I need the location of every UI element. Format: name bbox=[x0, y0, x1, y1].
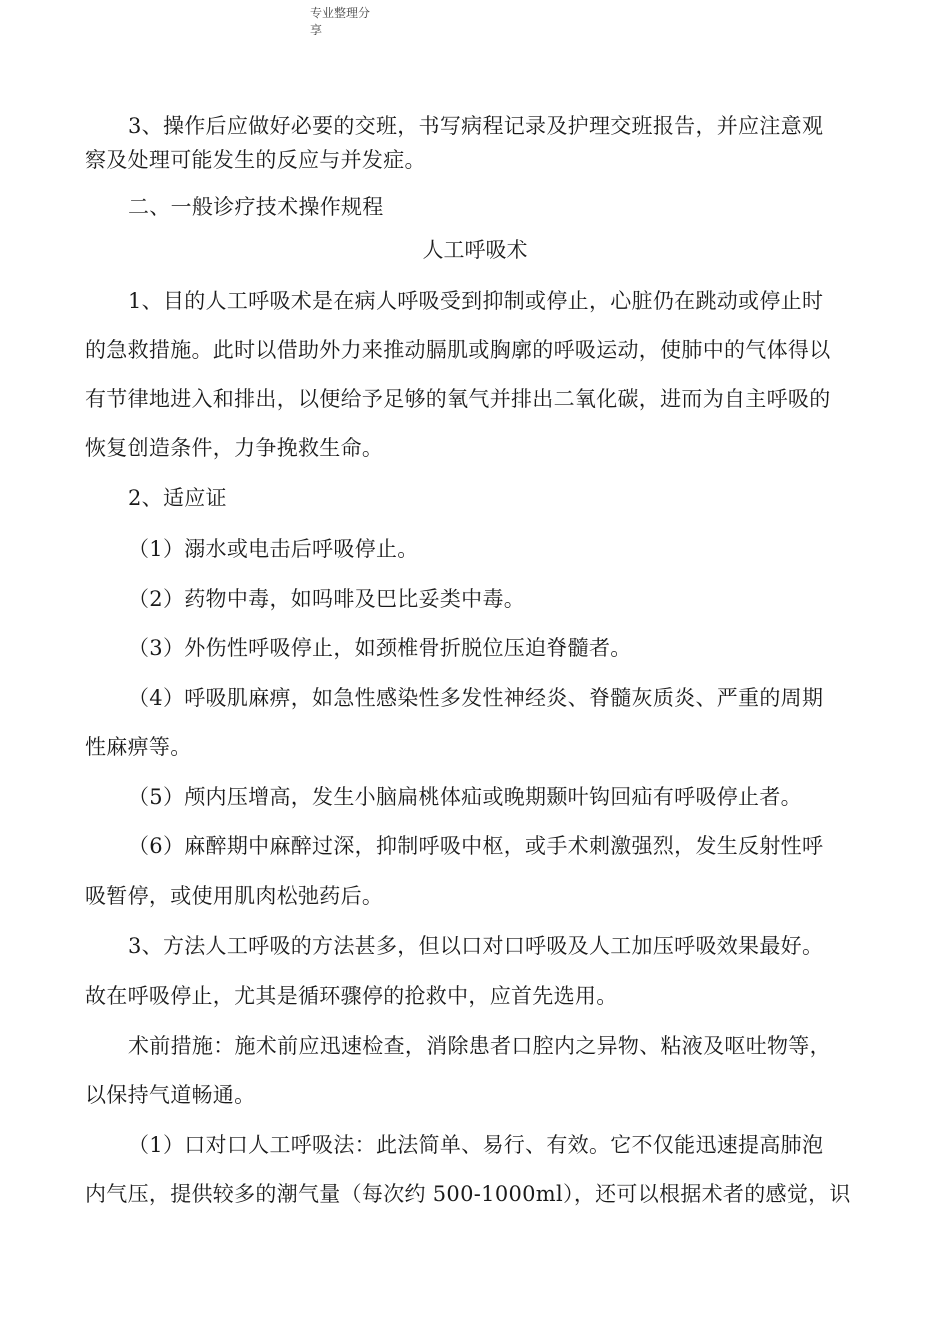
list-item: （2）药物中毒，如吗啡及巴比妥类中毒。 bbox=[128, 587, 526, 611]
paragraph-line: 吸暂停，或使用肌肉松弛药后。 bbox=[85, 884, 384, 908]
paragraph-line: 3、方法人工呼吸的方法甚多，但以口对口呼吸及人工加压呼吸效果最好。 bbox=[128, 934, 824, 958]
paragraph-line: 内气压，提供较多的潮气量（每次约 500-1000ml），还可以根据术者的感觉，识 bbox=[85, 1182, 851, 1206]
section-heading: 二、一般诊疗技术操作规程 bbox=[128, 195, 384, 219]
list-item: （1）溺水或电击后呼吸停止。 bbox=[128, 537, 419, 561]
paragraph-line: 有节律地进入和排出，以便给予足够的氧气并排出二氧化碳，进而为自主呼吸的 bbox=[85, 387, 831, 411]
paragraph-line: 3、操作后应做好必要的交班，书写病程记录及护理交班报告，并应注意观 bbox=[128, 114, 824, 138]
paragraph-line: 的急救措施。此时以借助外力来推动膈肌或胸廓的呼吸运动，使肺中的气体得以 bbox=[85, 338, 831, 362]
paragraph-line: 术前措施：施术前应迅速检查，消除患者口腔内之异物、粘液及呕吐物等， bbox=[128, 1034, 831, 1058]
paragraph-line: 1、目的人工呼吸术是在病人呼吸受到抑制或停止，心脏仍在跳动或停止时 bbox=[128, 289, 824, 313]
paragraph-line: 故在呼吸停止，尤其是循环骤停的抢救中，应首先选用。 bbox=[85, 984, 618, 1008]
list-item: （3）外伤性呼吸停止，如颈椎骨折脱位压迫脊髓者。 bbox=[128, 636, 632, 660]
paragraph-line: 性麻痹等。 bbox=[85, 735, 192, 759]
paragraph-line: 2、适应证 bbox=[128, 486, 227, 510]
section-title: 人工呼吸术 bbox=[422, 238, 528, 262]
list-item: （6）麻醉期中麻醉过深，抑制呼吸中枢，或手术刺激强烈，发生反射性呼 bbox=[128, 834, 824, 858]
paragraph-line: 察及处理可能发生的反应与并发症。 bbox=[85, 148, 426, 172]
list-item: （5）颅内压增高，发生小脑扁桃体疝或晚期颞叶钩回疝有呼吸停止者。 bbox=[128, 785, 802, 809]
header-line: 享 bbox=[310, 23, 323, 37]
list-item: （4）呼吸肌麻痹，如急性感染性多发性神经炎、脊髓灰质炎、严重的周期 bbox=[128, 686, 824, 710]
paragraph-line: 以保持气道畅通。 bbox=[85, 1083, 256, 1107]
header-line: 专业整理分 bbox=[310, 6, 371, 20]
page-header bbox=[310, 5, 380, 39]
paragraph-line: 恢复创造条件，力争挽救生命。 bbox=[85, 436, 384, 460]
list-item: （1）口对口人工呼吸法：此法简单、易行、有效。它不仅能迅速提高肺泡 bbox=[128, 1133, 824, 1157]
